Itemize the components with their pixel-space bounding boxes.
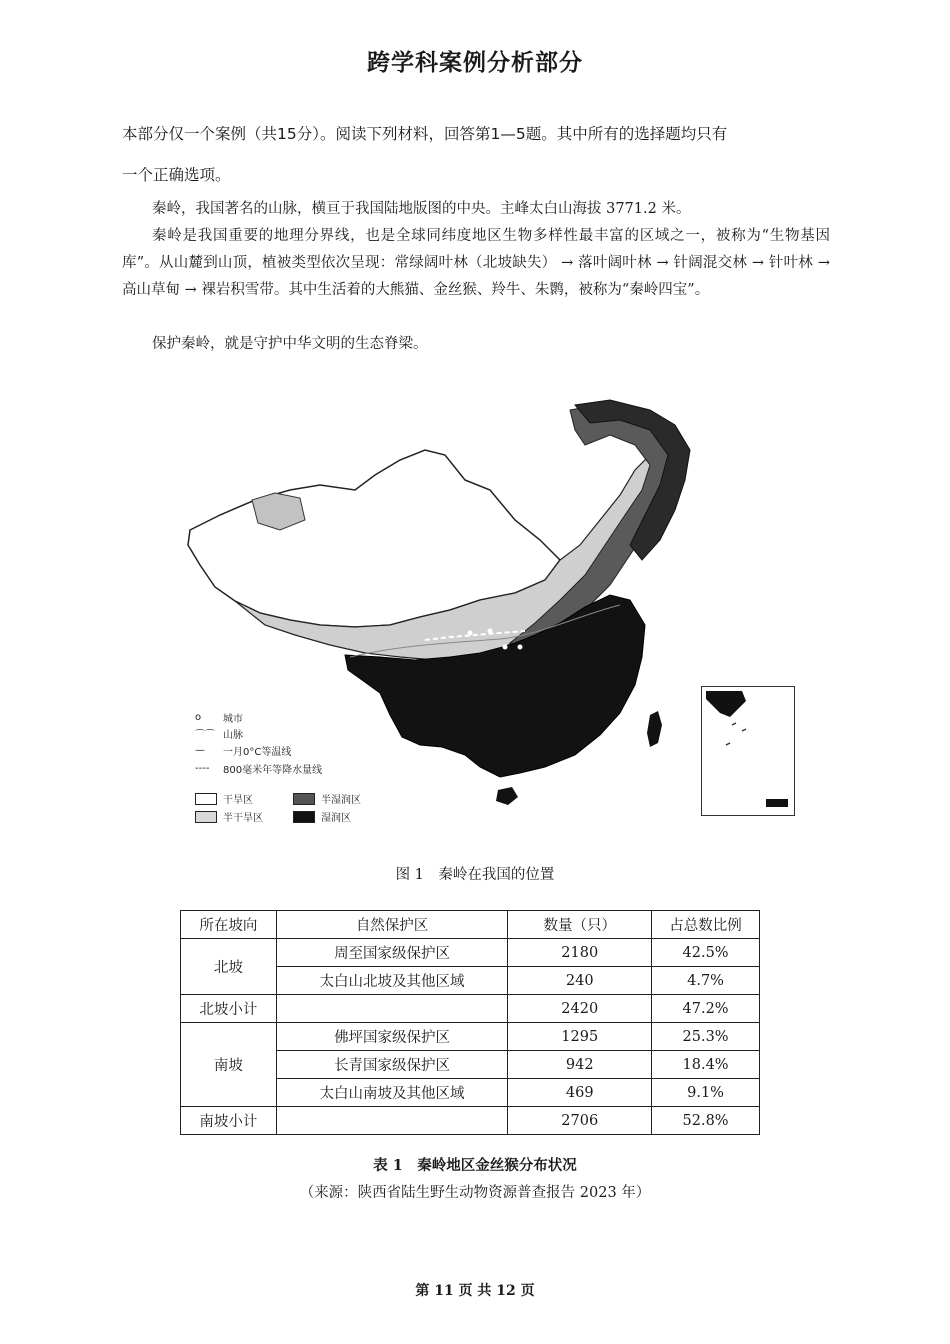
header-ratio: 占总数比例 bbox=[652, 911, 760, 939]
city-dot bbox=[518, 645, 523, 650]
table-row-subtotal-south bbox=[181, 1107, 760, 1135]
intro-line-2: 一个正确选项。 bbox=[122, 166, 231, 184]
legend-semi-arid-label: 半干旱区 bbox=[223, 813, 263, 824]
paragraph-1: 秦岭，我国著名的山脉，横亘于我国陆地版图的中央。主峰太白山海拔 3771.2 米。 bbox=[152, 201, 691, 217]
ratio-cell: 9.1% bbox=[652, 1079, 760, 1107]
legend-city bbox=[195, 710, 243, 725]
figure-caption: 图 1 秦岭在我国的位置 bbox=[395, 867, 555, 883]
legend-humid-label: 湿润区 bbox=[321, 813, 351, 824]
ratio-cell: 4.7% bbox=[652, 967, 760, 995]
page-title: 跨学科案例分析部分 bbox=[367, 50, 583, 76]
arid-swatch bbox=[195, 793, 217, 805]
legend-semi-humid bbox=[293, 791, 361, 806]
city-icon: o bbox=[195, 712, 202, 723]
header-count: 数量（只） bbox=[508, 911, 652, 939]
legend-arid bbox=[195, 791, 253, 806]
inset-map bbox=[702, 687, 794, 815]
page-number: 第 11 页 共 12 页 bbox=[415, 1283, 535, 1299]
hainan-island bbox=[496, 787, 518, 805]
table-row bbox=[181, 939, 760, 967]
reserve-cell: 佛坪国家级保护区 bbox=[276, 1023, 508, 1051]
dashed-line-icon: ---- bbox=[195, 763, 210, 774]
legend-mountain bbox=[195, 726, 243, 741]
legend-semi-arid bbox=[195, 809, 263, 824]
table-header-row bbox=[181, 911, 760, 939]
semi-humid-swatch bbox=[293, 793, 315, 805]
ratio-cell: 47.2% bbox=[652, 995, 760, 1023]
legend-isohyet-label: 800毫米年等降水量线 bbox=[223, 765, 323, 776]
paragraph-3: 保护秦岭，就是守护中华文明的生态脊梁。 bbox=[152, 336, 428, 352]
paragraph-2: 秦岭是我国重要的地理分界线，也是全球同纬度地区生物多样性最丰富的区域之一，被称为“生物基因库”。从山麓到山顶，植被类型依次呈现：常绿阔叶林（北坡缺失） → 落叶阔叶林 → 针阔混交林 → 针叶林 → 高山草甸 → 裸岩积雪带。其中生活着的大熊猫、金丝猴、羚牛、朱鹮，被称为“秦岭四宝”。 bbox=[122, 228, 830, 298]
city-dot bbox=[503, 645, 508, 650]
intro-line-1: 本部分仅一个案例（共15分）。阅读下列材料，回答第1—5题。其中所有的选择题均只有 bbox=[122, 125, 728, 143]
count-cell: 2420 bbox=[508, 995, 652, 1023]
legend-arid-label: 干旱区 bbox=[223, 795, 253, 806]
city-dot bbox=[488, 629, 493, 634]
table-caption: 表 1 秦岭地区金丝猴分布状况 bbox=[373, 1157, 577, 1174]
legend-mountain-label: 山脉 bbox=[223, 730, 243, 741]
legend-humid bbox=[293, 809, 351, 824]
north-slope-label: 北坡 bbox=[181, 939, 277, 995]
count-cell: 942 bbox=[508, 1051, 652, 1079]
south-slope-label: 南坡 bbox=[181, 1023, 277, 1107]
semi-arid-swatch bbox=[195, 811, 217, 823]
reserve-cell: 长青国家级保护区 bbox=[276, 1051, 508, 1079]
legend-isotherm-label: 一月0°C等温线 bbox=[223, 747, 292, 758]
header-reserve: 自然保护区 bbox=[276, 911, 508, 939]
reserve-cell: 太白山北坡及其他区域 bbox=[276, 967, 508, 995]
subtotal-empty bbox=[276, 995, 508, 1023]
legend-semi-humid-label: 半湿润区 bbox=[321, 795, 361, 806]
count-cell: 1295 bbox=[508, 1023, 652, 1051]
ratio-cell: 25.3% bbox=[652, 1023, 760, 1051]
ratio-cell: 18.4% bbox=[652, 1051, 760, 1079]
ratio-cell: 42.5% bbox=[652, 939, 760, 967]
city-dot bbox=[468, 631, 473, 636]
ratio-cell: 52.8% bbox=[652, 1107, 760, 1135]
south-china-sea-inset bbox=[701, 686, 795, 816]
golden-monkey-table bbox=[180, 910, 760, 1135]
count-cell: 2180 bbox=[508, 939, 652, 967]
subtotal-label: 南坡小计 bbox=[181, 1107, 277, 1135]
count-cell: 2706 bbox=[508, 1107, 652, 1135]
subtotal-empty bbox=[276, 1107, 508, 1135]
mountain-icon: ⌒⌒ bbox=[195, 730, 215, 741]
header-slope: 所在坡向 bbox=[181, 911, 277, 939]
solid-line-icon: — bbox=[195, 745, 205, 756]
table-source: （来源：陕西省陆生野生动物资源普查报告 2023 年） bbox=[299, 1185, 651, 1201]
taiwan-island bbox=[647, 711, 662, 747]
legend-city-label: 城市 bbox=[223, 714, 243, 725]
legend-isotherm bbox=[195, 743, 291, 758]
table-row bbox=[181, 1023, 760, 1051]
count-cell: 240 bbox=[508, 967, 652, 995]
humid-swatch bbox=[293, 811, 315, 823]
reserve-cell: 太白山南坡及其他区域 bbox=[276, 1079, 508, 1107]
table-row-subtotal-north bbox=[181, 995, 760, 1023]
reserve-cell: 周至国家级保护区 bbox=[276, 939, 508, 967]
subtotal-label: 北坡小计 bbox=[181, 995, 277, 1023]
legend-isohyet bbox=[195, 761, 322, 776]
count-cell: 469 bbox=[508, 1079, 652, 1107]
